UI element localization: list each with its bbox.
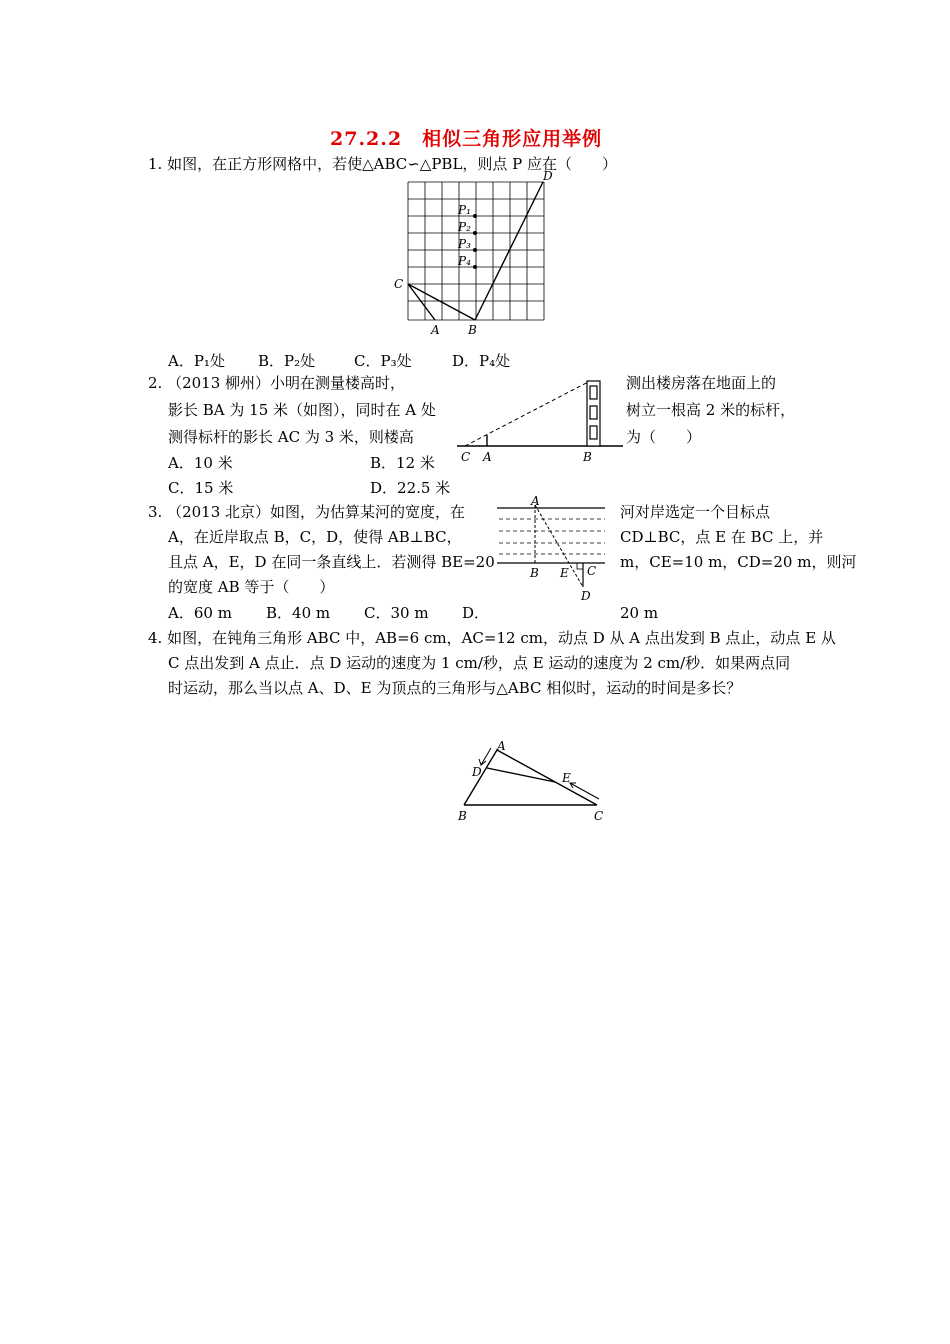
q3-option-d-value: 20 m <box>620 604 659 622</box>
label-e: E <box>560 566 569 580</box>
sun-ray <box>465 381 590 446</box>
q4-line1: 4. 如图，在钝角三角形 ABC 中，AB=6 cm，AC=12 cm，动点 D 从 A 点出发到 B 点止，动点 E 从 <box>148 629 836 647</box>
label-a: A <box>483 450 492 464</box>
q3-option-a[interactable]: A．60 m <box>168 604 232 622</box>
side-a-c <box>497 750 597 805</box>
q3-option-c[interactable]: C．30 m <box>364 604 429 622</box>
q3-line2-right: CD⊥BC，点 E 在 BC 上，并 <box>620 528 824 546</box>
q3-option-d[interactable]: D． <box>462 604 490 622</box>
building <box>587 381 600 446</box>
question-4-figure <box>452 740 612 825</box>
label-c: C <box>461 450 471 464</box>
q2-option-c[interactable]: C．15 米 <box>168 479 234 497</box>
q3-line1-right: 河对岸选定一个目标点 <box>620 503 771 521</box>
q2-line2-right: 树立一根高 2 米的标杆， <box>626 401 796 419</box>
q2-option-a[interactable]: A．10 米 <box>168 454 233 472</box>
q3-line3-right: m，CE=10 m，CD=20 m，则河 <box>620 553 857 571</box>
label-e: E <box>562 771 571 785</box>
q2-option-d[interactable]: D．22.5 米 <box>370 479 451 497</box>
q2-line1-right: 测出楼房落在地面上的 <box>626 374 777 392</box>
q2-line1-left: 2. （2013 柳州）小明在测量楼高时， <box>148 374 406 392</box>
label-b: B <box>583 450 592 464</box>
label-a: A <box>497 739 506 753</box>
label-a: A <box>531 494 540 508</box>
river-waves <box>499 519 605 554</box>
label-c: C <box>587 564 597 578</box>
point-p4 <box>473 265 477 269</box>
question-3-figure <box>495 495 610 605</box>
q2-line3-right: 为（ ） <box>626 428 702 446</box>
q3-line1-left: 3. （2013 北京）如图，为估算某河的宽度，在 <box>148 503 466 521</box>
point-p2 <box>473 231 477 235</box>
label-c: C <box>594 809 604 823</box>
segment-c-b <box>408 284 475 320</box>
q3-line3-left: 且点 A，E，D 在同一条直线上．若测得 BE=20 <box>168 553 495 571</box>
point-p1 <box>473 214 477 218</box>
label-c: C <box>394 277 404 291</box>
right-angle-c <box>577 563 583 569</box>
label-d: D <box>543 169 553 183</box>
segment-b-d <box>475 182 543 320</box>
q1-option-d[interactable]: D．P₄处 <box>452 352 511 370</box>
arrow-e <box>570 783 599 799</box>
label-p2: P₂ <box>458 220 471 234</box>
q2-line3-left: 测得标杆的影长 AC 为 3 米，则楼高 <box>168 428 414 446</box>
segment-d-e <box>487 768 555 782</box>
q4-line2: C 点出发到 A 点止．点 D 运动的速度为 1 cm/秒，点 E 运动的速度为 2 cm/秒．如果两点同 <box>168 654 791 672</box>
q1-option-b[interactable]: B．P₂处 <box>258 352 316 370</box>
q3-line4-left: 的宽度 AB 等于（ ） <box>168 578 335 596</box>
label-p1: P₁ <box>458 203 471 217</box>
label-b: B <box>458 809 467 823</box>
question-2-figure <box>455 375 625 467</box>
label-d: D <box>472 765 482 779</box>
q3-line2-left: A，在近岸取点 B，C，D，使得 AB⊥BC， <box>168 528 462 546</box>
q2-option-b[interactable]: B．12 米 <box>370 454 435 472</box>
segment-c-a <box>408 284 435 320</box>
segment-a-d <box>535 505 583 587</box>
point-p3 <box>473 248 477 252</box>
label-b: B <box>530 566 539 580</box>
q2-line2-left: 影长 BA 为 15 米（如图），同时在 A 处 <box>168 401 436 419</box>
label-p3: P₃ <box>458 237 471 251</box>
label-p4: P₄ <box>458 254 471 268</box>
question-1-figure <box>390 169 560 337</box>
q1-option-a[interactable]: A．P₁处 <box>168 352 225 370</box>
label-d: D <box>581 589 591 603</box>
label-a: A <box>431 323 440 337</box>
q4-line3: 时运动，那么当以点 A、D、E 为顶点的三角形与△ABC 相似时，运动的时间是多长？ <box>168 679 742 697</box>
page-title: 27.2.2 相似三角形应用举例 <box>330 128 603 150</box>
q1-option-c[interactable]: C．P₃处 <box>354 352 412 370</box>
q3-option-b[interactable]: B．40 m <box>266 604 331 622</box>
question-1-text: 1. 如图，在正方形网格中，若使△ABC∽△PBL，则点 P 应在（ ） <box>148 155 618 173</box>
label-b: B <box>468 323 477 337</box>
